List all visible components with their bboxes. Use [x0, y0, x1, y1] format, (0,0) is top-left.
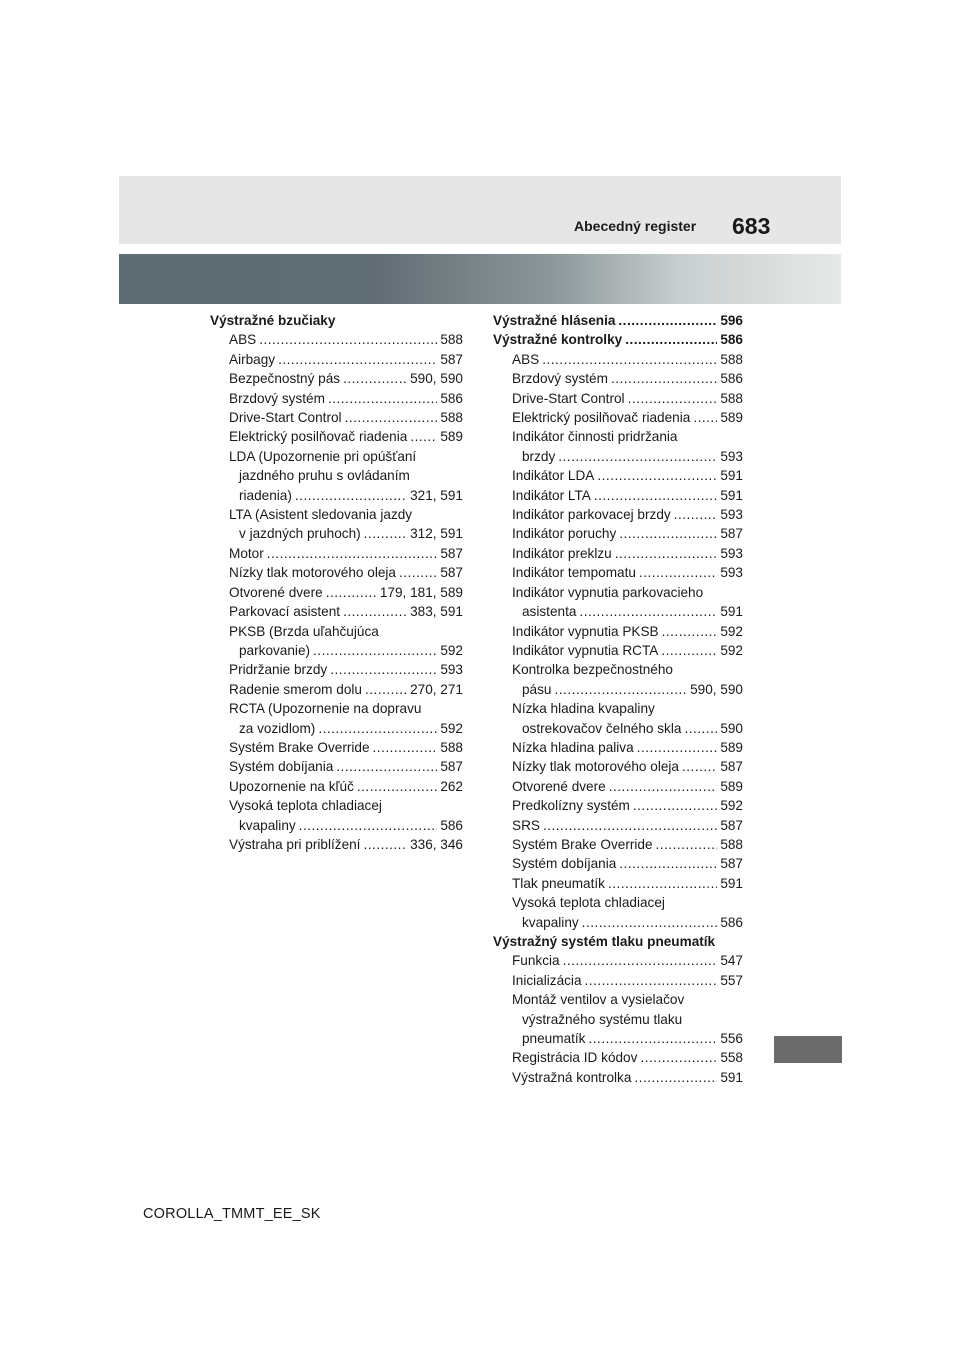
index-entry [493, 796, 743, 815]
index-entry-pages: 587 [440, 351, 463, 367]
index-entry-pages: 591 [720, 487, 743, 503]
index-entry-label: Otvorené dvere [229, 584, 323, 600]
index-entry-label: Kontrolka bezpečnostného [512, 662, 673, 678]
index-entry-pages: 547 [720, 953, 743, 969]
page-number: 683 [732, 213, 771, 239]
index-entry [493, 524, 743, 543]
index-entry-label: Indikátor vypnutia PKSB [512, 623, 659, 639]
index-entry [493, 1029, 743, 1048]
index-entry-label: Vysoká teplota chladiacej [512, 895, 665, 911]
leader-dots [542, 350, 717, 369]
index-entry-label: Výstražná kontrolka [512, 1069, 632, 1085]
index-entry-label: Drive-Start Control [512, 390, 625, 406]
index-entry-label: jazdného pruhu s ovládaním [239, 468, 410, 484]
index-entry-label: pásu [522, 681, 552, 697]
index-entry [210, 641, 463, 660]
index-entry [493, 1068, 743, 1087]
index-entry [493, 1048, 743, 1067]
index-entry-pages: 592 [720, 798, 743, 814]
index-entry-label: Vysoká teplota chladiacej [229, 798, 382, 814]
index-entry [210, 563, 463, 582]
index-entry [493, 816, 743, 835]
leader-dots [543, 816, 717, 835]
index-entry-label: Systém dobíjania [229, 759, 334, 775]
index-entry [493, 447, 743, 466]
leader-dots [597, 466, 717, 485]
header-gradient-bar [119, 254, 841, 304]
index-entry-pages: 589 [720, 778, 743, 794]
index-entry-pages: 587 [720, 856, 743, 872]
index-entry [493, 757, 743, 776]
index-entry [493, 680, 743, 699]
index-entry-label: Otvorené dvere [512, 778, 606, 794]
index-entry-label: Nízky tlak motorového oleja [512, 759, 679, 775]
index-entry-pages: 588 [720, 836, 743, 852]
leader-dots [633, 796, 717, 815]
leader-dots [318, 719, 437, 738]
index-entry-label: Elektrický posilňovač riadenia [229, 429, 408, 445]
index-entry-label: Motor [229, 545, 264, 561]
index-entry-label: Nízky tlak motorového oleja [229, 565, 396, 581]
index-entry-label: kvapaliny [239, 817, 296, 833]
index-entry-pages: 586 [720, 371, 743, 387]
index-entry [493, 641, 743, 660]
index-heading [493, 330, 743, 349]
index-entry [493, 699, 743, 718]
index-entry-pages: 557 [720, 972, 743, 988]
index-entry [493, 854, 743, 873]
leader-dots [259, 330, 437, 349]
index-entry-label: pneumatík [522, 1031, 586, 1047]
index-entry-label: Nízka hladina paliva [512, 739, 634, 755]
index-entry-label: SRS [512, 817, 540, 833]
leader-dots [410, 427, 437, 446]
leader-dots [373, 738, 438, 757]
index-entry-pages: 556 [720, 1031, 743, 1047]
index-entry [493, 777, 743, 796]
leader-dots [328, 389, 437, 408]
leader-dots [295, 486, 407, 505]
index-entry [210, 699, 463, 718]
index-entry-pages: 321, 591 [410, 487, 463, 503]
index-entry-label: Tlak pneumatík [512, 875, 605, 891]
index-entry-pages: 179, 181, 589 [379, 584, 463, 600]
index-entry-label: výstražného systému tlaku [522, 1011, 683, 1027]
index-entry-pages: 558 [720, 1050, 743, 1066]
index-entry-label: Parkovací asistent [229, 604, 341, 620]
section-title: Abecedný register [574, 218, 697, 234]
index-entry-label: Systém dobíjania [512, 856, 617, 872]
index-entry-pages: 588 [440, 410, 463, 426]
index-entry [493, 408, 743, 427]
index-entry-label: Výstražné bzučiaky [210, 313, 336, 328]
index-entry [210, 330, 463, 349]
index-heading [210, 311, 463, 330]
leader-dots [640, 1048, 717, 1067]
leader-dots [684, 719, 717, 738]
index-entry-label: Indikátor činnosti pridržania [512, 429, 678, 445]
index-entry [493, 913, 743, 932]
leader-dots [345, 408, 438, 427]
index-entry [493, 466, 743, 485]
index-entry-label: Indikátor parkovacej brzdy [512, 507, 671, 523]
index-entry-label: Systém Brake Override [229, 739, 370, 755]
index-entry-label: za vozidlom) [239, 720, 316, 736]
leader-dots [343, 369, 407, 388]
index-entry-label: Výstražné hlásenia [493, 313, 616, 328]
index-entry-pages: 587 [720, 817, 743, 833]
index-entry [493, 893, 743, 912]
leader-dots [582, 913, 718, 932]
index-entry [210, 835, 463, 854]
leader-dots [637, 738, 718, 757]
index-entry-pages: 587 [720, 526, 743, 542]
index-entry-pages: 592 [720, 623, 743, 639]
index-entry [210, 796, 463, 815]
index-entry-label: Výstražný systém tlaku pneumatík [493, 934, 716, 949]
index-entry-pages: 589 [720, 739, 743, 755]
index-entry-pages: 591 [720, 875, 743, 891]
leader-dots [682, 757, 717, 776]
index-entry [210, 389, 463, 408]
index-entry-pages: 270, 271 [410, 681, 463, 697]
index-entry-label: Brzdový systém [229, 390, 325, 406]
index-entry-pages: 587 [440, 759, 463, 775]
index-entry-pages: 593 [720, 448, 743, 464]
index-entry-label: Registrácia ID kódov [512, 1050, 638, 1066]
index-entry [493, 486, 743, 505]
leader-dots [330, 660, 437, 679]
index-entry-label: asistenta [522, 604, 577, 620]
index-entry-pages: 589 [440, 429, 463, 445]
index-entry-label: Indikátor vypnutia RCTA [512, 642, 659, 658]
index-entry-label: PKSB (Brzda uľahčujúca [229, 623, 379, 639]
leader-dots [588, 1029, 717, 1048]
index-entry-pages: 588 [440, 739, 463, 755]
leader-dots [336, 757, 437, 776]
index-entry-pages: 593 [720, 507, 743, 523]
index-entry-pages: 592 [440, 642, 463, 658]
index-entry [493, 660, 743, 679]
index-entry-label: Nízka hladina kvapaliny [512, 701, 655, 717]
index-entry [493, 602, 743, 621]
leader-dots [611, 369, 717, 388]
index-entry-label: Indikátor tempomatu [512, 565, 636, 581]
index-entry [493, 719, 743, 738]
index-entry [210, 757, 463, 776]
index-entry [493, 369, 743, 388]
leader-dots [278, 350, 437, 369]
index-entry-pages: 591 [720, 604, 743, 620]
leader-dots [661, 641, 717, 660]
index-entry-label: Predkolízny systém [512, 798, 630, 814]
index-entry-label: Brzdový systém [512, 371, 608, 387]
index-entry [210, 777, 463, 796]
index-entry-pages: 588 [440, 332, 463, 348]
index-entry-label: parkovanie) [239, 642, 311, 658]
index-entry-pages: 592 [720, 642, 743, 658]
index-heading [493, 311, 743, 330]
index-entry-pages: 586 [440, 817, 463, 833]
index-entry-label: Indikátor vypnutia parkovacieho [512, 584, 704, 600]
leader-dots [619, 524, 717, 543]
index-entry-pages: 590 [720, 720, 743, 736]
index-entry [493, 971, 743, 990]
leader-dots [674, 505, 718, 524]
index-entry [493, 544, 743, 563]
index-entry-label: Elektrický posilňovač riadenia [512, 410, 691, 426]
leader-dots [313, 641, 437, 660]
index-entry-pages: 590, 590 [690, 681, 743, 697]
leader-dots [558, 447, 717, 466]
leader-dots [326, 583, 377, 602]
leader-dots [594, 486, 717, 505]
leader-dots [625, 330, 717, 349]
index-entry [210, 738, 463, 757]
index-entry [210, 427, 463, 446]
index-entry-pages: 587 [440, 565, 463, 581]
index-entry-pages: 589 [720, 410, 743, 426]
leader-dots [615, 544, 718, 563]
leader-dots [585, 971, 718, 990]
leader-dots [579, 602, 717, 621]
leader-dots [343, 602, 407, 621]
index-entry [493, 990, 743, 1009]
index-entry-pages: 592 [440, 720, 463, 736]
leader-dots [299, 816, 438, 835]
index-entry-label: ABS [512, 351, 540, 367]
index-entry [210, 719, 463, 738]
leader-dots [364, 524, 407, 543]
index-entry [210, 447, 463, 466]
leader-dots [656, 835, 718, 854]
index-entry-label: Indikátor LTA [512, 487, 591, 503]
index-entry-label: Bezpečnostný pás [229, 371, 341, 387]
index-entry [210, 816, 463, 835]
index-column-left [210, 311, 463, 854]
index-entry-pages: 593 [720, 565, 743, 581]
index-entry-pages: 591 [720, 468, 743, 484]
index-entry [210, 583, 463, 602]
leader-dots [618, 311, 717, 330]
index-entry [210, 408, 463, 427]
index-entry [493, 350, 743, 369]
index-heading [493, 932, 743, 951]
index-entry [210, 544, 463, 563]
index-entry-pages: 596 [720, 313, 743, 328]
index-entry [210, 369, 463, 388]
index-entry-label: ABS [229, 332, 257, 348]
index-entry-label: Funkcia [512, 953, 560, 969]
index-entry-pages: 591 [720, 1069, 743, 1085]
index-column-right [493, 311, 743, 1087]
document-code: COROLLA_TMMT_EE_SK [143, 1206, 321, 1222]
index-entry-label: Systém Brake Override [512, 836, 653, 852]
index-entry [493, 1010, 743, 1029]
index-entry-label: Radenie smerom dolu [229, 681, 362, 697]
index-entry [210, 660, 463, 679]
index-entry [210, 622, 463, 641]
index-entry [493, 622, 743, 641]
index-entry-pages: 586 [720, 332, 743, 348]
leader-dots [634, 1068, 717, 1087]
index-entry [210, 350, 463, 369]
index-entry-pages: 588 [720, 390, 743, 406]
index-entry [493, 835, 743, 854]
index-entry-label: Montáž ventilov a vysielačov [512, 992, 685, 1008]
index-entry-label: Indikátor LDA [512, 468, 595, 484]
index-entry-label: v jazdných pruhoch) [239, 526, 361, 542]
index-entry [210, 505, 463, 524]
index-entry [493, 389, 743, 408]
index-entry-pages: 336, 346 [410, 836, 463, 852]
index-entry-label: Výstražné kontrolky [493, 332, 623, 348]
index-entry-pages: 586 [440, 390, 463, 406]
index-entry-label: Pridržanie brzdy [229, 662, 328, 678]
chapter-tab-marker [774, 1036, 842, 1063]
index-entry-pages: 262 [440, 778, 463, 794]
leader-dots [693, 408, 717, 427]
index-entry [493, 427, 743, 446]
index-entry-label: kvapaliny [522, 914, 579, 930]
index-entry [210, 680, 463, 699]
leader-dots [662, 622, 718, 641]
index-entry-pages: 593 [440, 662, 463, 678]
leader-dots [399, 563, 437, 582]
index-entry-pages: 587 [440, 545, 463, 561]
leader-dots [628, 389, 718, 408]
index-entry-label: ostrekovačov čelného skla [522, 720, 682, 736]
index-entry-pages: 383, 591 [410, 604, 463, 620]
index-entry [493, 563, 743, 582]
index-entry-label: Výstraha pri priblížení [229, 836, 361, 852]
index-entry-pages: 586 [720, 914, 743, 930]
index-entry-label: LDA (Upozornenie pri opúšťaní [229, 448, 417, 464]
index-entry-label: Indikátor preklzu [512, 545, 612, 561]
index-entry-pages: 590, 590 [410, 371, 463, 387]
index-entry-label: Indikátor poruchy [512, 526, 617, 542]
index-entry-pages: 587 [720, 759, 743, 775]
index-entry-pages: 312, 591 [410, 526, 463, 542]
leader-dots [267, 544, 438, 563]
index-entry [493, 738, 743, 757]
leader-dots [554, 680, 687, 699]
index-entry-label: RCTA (Upozornenie na dopravu [229, 701, 422, 717]
index-entry [210, 524, 463, 543]
index-entry [210, 602, 463, 621]
leader-dots [357, 777, 437, 796]
index-entry-pages: 588 [720, 351, 743, 367]
leader-dots [365, 680, 407, 699]
index-entry-label: LTA (Asistent sledovania jazdy [229, 507, 413, 523]
index-entry [493, 874, 743, 893]
leader-dots [563, 951, 718, 970]
leader-dots [619, 854, 717, 873]
index-entry-label: brzdy [522, 448, 556, 464]
index-entry [210, 486, 463, 505]
leader-dots [363, 835, 407, 854]
index-entry-label: Upozornenie na kľúč [229, 778, 354, 794]
leader-dots [609, 777, 718, 796]
index-entry [493, 951, 743, 970]
index-entry-label: Airbagy [229, 351, 276, 367]
index-entry-label: Drive-Start Control [229, 410, 342, 426]
index-entry-pages: 593 [720, 545, 743, 561]
index-entry [210, 466, 463, 485]
index-entry-label: Inicializácia [512, 972, 582, 988]
leader-dots [608, 874, 717, 893]
index-entry [493, 505, 743, 524]
leader-dots [639, 563, 717, 582]
index-entry-label: riadenia) [239, 487, 292, 503]
index-entry [493, 583, 743, 602]
